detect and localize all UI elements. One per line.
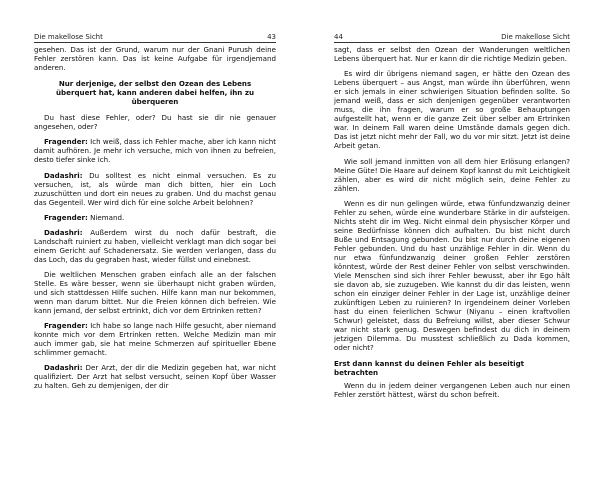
body-paragraph: Wenn es dir nun gelingen würde, etwa fünfundzwanzig deiner Fehler zu sehen, würde eine wunderbare Stärke in dir aufsteigen. Nichts steht dir im Weg. Nicht einmal dein physischer Körper und seine Bedürfnisse können dich aufhalten. Du bist nicht durch Buße und Entsagung gebunden. Du bist nur durch deine eigenen Fehler gebunden. Und du hast unzählige Fehler in dir. Wenn du nur etwa fünfundzwanzig deiner großen Fehler zerstören könntest, würde der Rest deiner Fehler von selbst verschwinden. Viele Menschen sind sich ihrer Fehler bewusst, aber ihr Ego hält sie davon ab, sie zuzugeben. Wie kannst du dir das leisten, wenn schon ein einziger deiner Fehler in der Lage ist, unzählige deiner zukünftigen Leben zu ruinieren? In irgendeinem deiner Vorleben hast du einen feierlichen Schwur (Niyanu – einen kraftvollen Schwur) geleistet, dass du Befreiung willst, aber dieser Schwur war nicht stark genug. Deswegen befindest du dich in deinem jetzigen Dilemma. Du musstest schließlich zu Dada kommen, oder nicht?	[334, 198, 570, 353]
dialogue-text: Außerdem wirst du noch dafür bestraft, die Landschaft ruiniert zu haben, vielleicht verklagt man dich sogar bei einem Gericht auf Schadenersatz. Sie werden verlangen, dass du das Loch, das du gegraben hast, wieder füllst und einebnest.	[34, 227, 276, 264]
dialogue-text: Der Arzt, der dir die Medizin gegeben hat, war nicht qualifiziert. Der Arzt hat selbst versucht, seinen Kopf über Wasser zu halten. Geh zu demjenigen, der dir	[34, 363, 276, 391]
dialogue-paragraph	[34, 171, 276, 207]
body-paragraph: Es wird dir übrigens niemand sagen, er hätte den Ozean des Lebens überquert – aus Angst, man würde ihn überführen, wenn er sich jemals in einer schwierigen Situation befinden sollte. So jemand weiß, dass er sich denjenigen gegenüber verantworten muss, die ihn fragen, warum er so große Behauptungen aufgestellt hat, wenn er die ganze Zeit über selber am Ertrinken war. In deinem Fall waren deine Umstände damals gegen dich. Das ist jetzt nicht mehr der Fall, wo du vor mir sitzt. Jetzt ist deine Arbeit getan.	[334, 69, 570, 151]
body-paragraph: gesehen. Das ist der Grund, warum nur der Gnani Purush deine Fehler zerstören kann. Das ist keine Aufgabe für irgendjemand anderen.	[34, 45, 276, 73]
left-page-body	[34, 45, 276, 397]
speaker-label: Fragender:	[44, 137, 88, 147]
section-heading: Nur derjenige, der selbst den Ozean des Lebens überquert hat, kann anderen dabei helfen, ihn zu überqueren	[56, 79, 254, 107]
body-paragraph: Wenn du in jedem deiner vergangenen Leben auch nur einen Fehler zerstört hättest, wärst du schon befreit.	[334, 380, 570, 399]
section-heading: Erst dann kannst du deinen Fehler als beseitigt betrachten	[334, 358, 525, 377]
right-running-header	[334, 33, 570, 43]
dialogue-text: Ich habe so lange nach Hilfe gesucht, aber niemand konnte mich vor dem Ertrinken retten. Welche Medizin man mir auch immer gab, sie hat meine Schmerzen auf spiritueller Ebene schlimmer gemacht.	[34, 321, 276, 358]
body-paragraph: Die weltlichen Menschen graben einfach alle an der falschen Stelle. Es wäre besser, wenn sie überhaupt nicht graben würden, und sich stattdessen Hilfe suchen. Hilfe kann man nur bekommen, wenn man darum bittet. Nur die Freien können dich befreien. Wie kann jemand, der selbst ertrinkt, dich vor dem Ertrinken retten?	[34, 269, 276, 316]
body-paragraph: sagt, dass er selbst den Ozean der Wanderungen weltlichen Lebens überquert hat. Nur er kann dir die richtige Medizin geben.	[334, 45, 570, 64]
body-paragraph: Wie soll jemand inmitten von all dem hier Erlösung erlangen? Meine Güte! Die Haare auf deinem Kopf kannst du mit Leichtigkeit zählen, aber es wird dir nicht möglich sein, deine Fehler zu zählen.	[334, 156, 570, 193]
dialogue-paragraph	[34, 137, 276, 164]
speaker-label: Fragender:	[44, 212, 88, 222]
dialogue-text: Ich weiß, dass ich Fehler mache, aber ich kann nicht damit aufhören. Je mehr ich versuche, mich von ihnen zu befreien, desto tiefer sinke ich.	[34, 137, 276, 165]
dialogue-paragraph	[34, 213, 276, 222]
speaker-label: Dadashri:	[44, 170, 83, 180]
dialogue-paragraph	[34, 363, 276, 390]
right-page-body	[334, 45, 570, 405]
dialogue-paragraph	[34, 321, 276, 357]
left-running-header	[34, 33, 276, 43]
speaker-label: Fragender:	[44, 321, 88, 331]
left-running-title: Die makellose Sicht	[34, 33, 103, 41]
right-page	[302, 0, 600, 485]
dialogue-text: Niemand.	[87, 212, 125, 222]
body-paragraph: Du hast diese Fehler, oder? Du hast sie dir nie genauer angesehen, oder?	[34, 113, 276, 132]
right-running-title: Die makellose Sicht	[501, 33, 570, 41]
dialogue-text: Du solltest es nicht einmal versuchen. Es zu versuchen, ist, als würde man dich bitten, hier ein Loch zuzuschütten und dort ein neues zu graben. Und du machst genau das Gegenteil. Wer wird dich für eine solche Arbeit belohnen?	[34, 170, 276, 207]
dialogue-paragraph	[34, 228, 276, 264]
left-page-number: 43	[267, 33, 276, 41]
right-page-number: 44	[334, 33, 343, 41]
left-page	[0, 0, 298, 485]
speaker-label: Dadashri:	[44, 227, 83, 237]
speaker-label: Dadashri:	[44, 363, 83, 373]
